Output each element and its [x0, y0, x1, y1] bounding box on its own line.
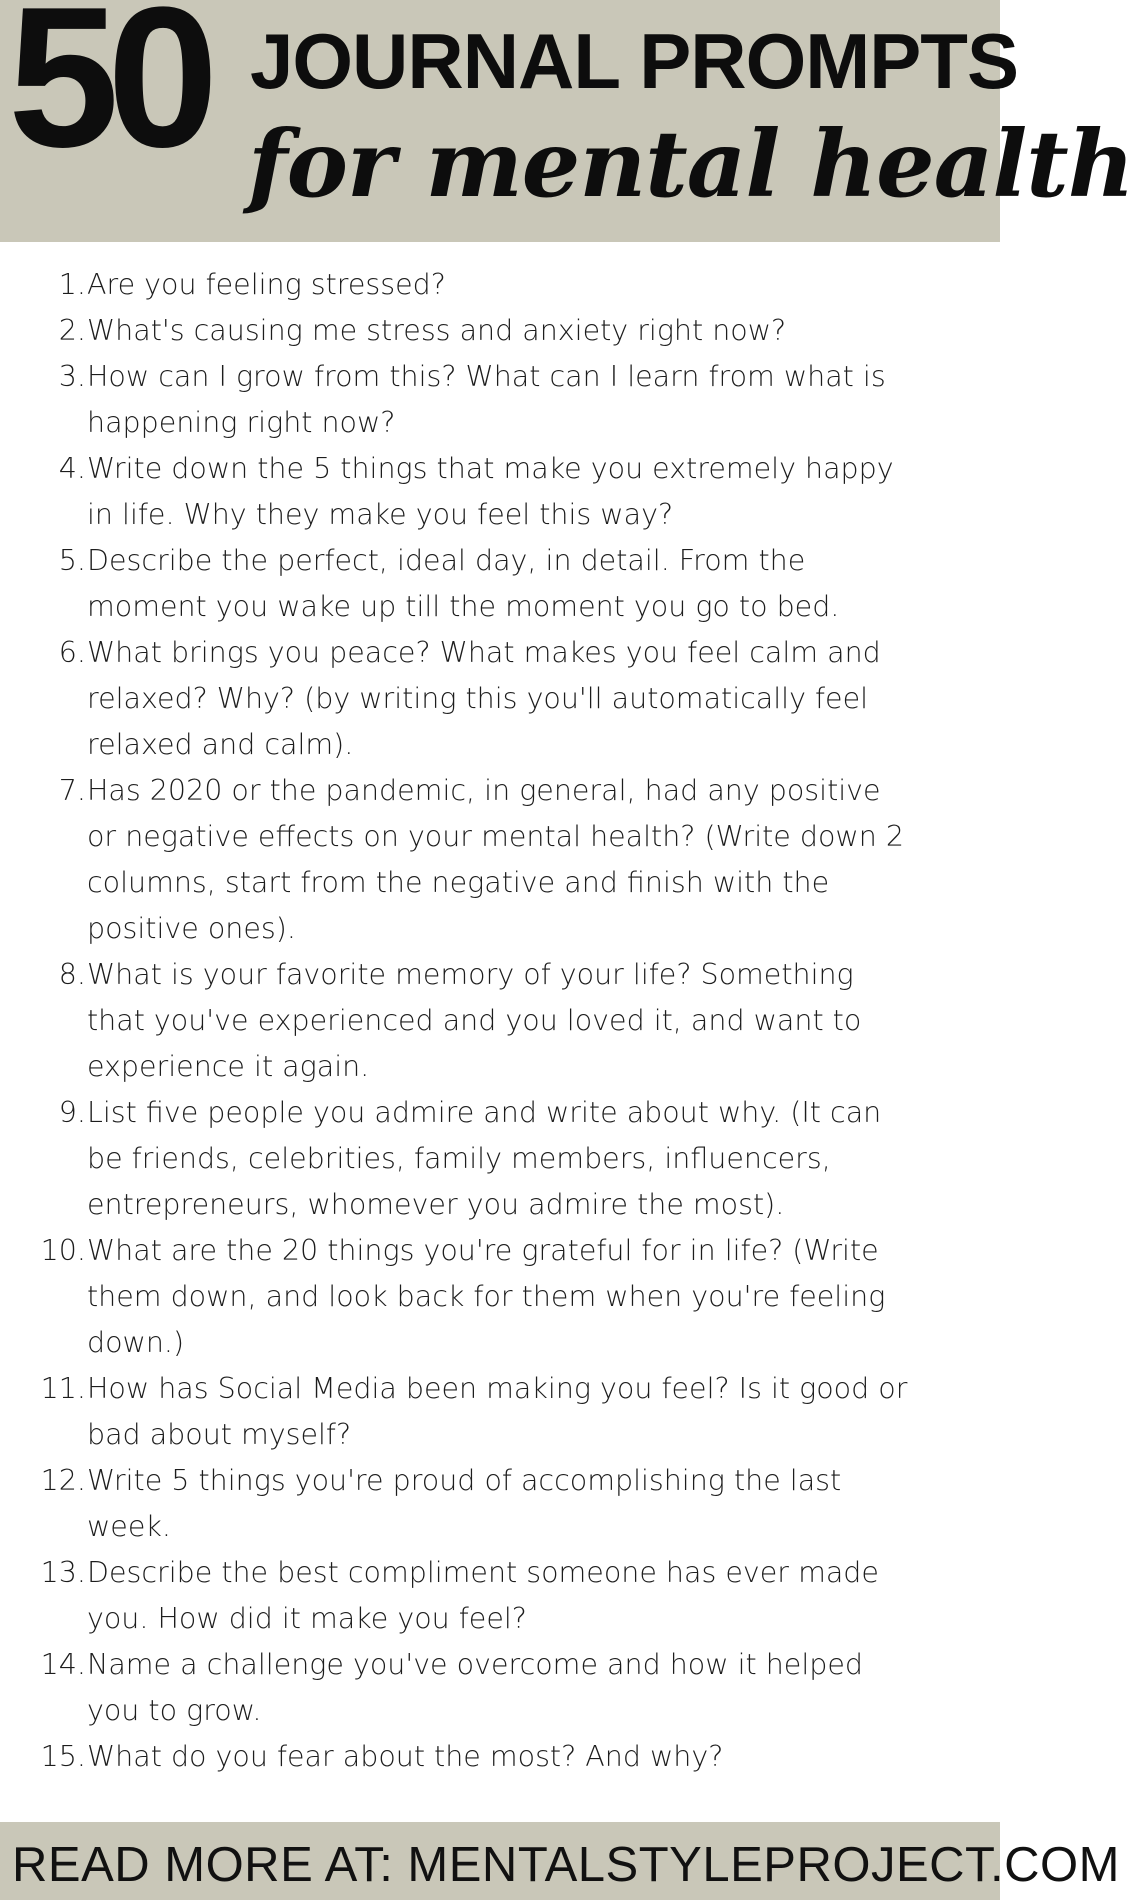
item-number: 9.	[58, 1096, 86, 1129]
page-title: JOURNAL PROMPTS	[250, 17, 1018, 105]
list-item	[0, 1734, 1000, 1780]
item-text: Write down the 5 things that make you extremely happy in life. Why they make you feel this way?	[87, 452, 894, 531]
list-item	[0, 768, 1000, 952]
item-text: What brings you peace? What makes you feel calm and relaxed? Why? (by writing this you'll automatically feel relaxed and calm).	[87, 636, 881, 761]
list-item	[0, 1550, 1000, 1642]
item-text: Write 5 things you're proud of accomplishing the last week.	[87, 1464, 842, 1543]
item-text: What's causing me stress and anxiety right now?	[87, 314, 787, 347]
item-number: 1.	[58, 268, 86, 301]
footer-link-text: READ MORE AT: MENTALSTYLEPROJECT.COM	[12, 1838, 1120, 1892]
header-banner	[0, 0, 1134, 242]
item-number: 13.	[40, 1556, 86, 1589]
item-text: What is your favorite memory of your life? Something that you've experienced and you loved it, and want to experience it again.	[87, 958, 862, 1083]
item-number: 3.	[58, 360, 86, 393]
item-number: 4.	[58, 452, 86, 485]
item-text: Name a challenge you've overcome and how it helped you to grow.	[87, 1648, 863, 1727]
item-number: 2.	[58, 314, 86, 347]
list-item	[0, 1458, 1000, 1550]
item-text: What are the 20 things you're grateful for in life? (Write them down, and look back for them when you're feeling down.)	[87, 1234, 886, 1359]
list-item	[0, 446, 1000, 538]
item-number: 6.	[58, 636, 86, 669]
list-item	[0, 262, 1000, 308]
list-item	[0, 1366, 1000, 1458]
item-number: 10.	[40, 1234, 86, 1267]
item-number: 11.	[40, 1372, 86, 1405]
item-text: Has 2020 or the pandemic, in general, had any positive or negative effects on your mental health? (Write down 2 columns, start from the negative and finish with the positive ones).	[87, 774, 904, 945]
item-number: 7.	[58, 774, 86, 807]
item-number: 14.	[40, 1648, 86, 1681]
list-item	[0, 1090, 1000, 1228]
item-text: How has Social Media been making you feel? Is it good or bad about myself?	[87, 1372, 908, 1451]
item-text: Describe the perfect, ideal day, in detail. From the moment you wake up till the moment you go to bed.	[87, 544, 840, 623]
list-item	[0, 952, 1000, 1090]
page-subtitle: for mental health	[248, 110, 1134, 218]
footer-banner	[0, 1822, 1120, 1900]
item-number: 8.	[58, 958, 86, 991]
item-number: 5.	[58, 544, 86, 577]
list-item	[0, 630, 1000, 768]
header-number: 50	[8, 0, 207, 189]
list-item	[0, 1642, 1000, 1734]
item-text: List five people you admire and write about why. (It can be friends, celebrities, family members, influencers, entrepreneurs, whomever you admire the most).	[87, 1096, 882, 1221]
item-text: Are you feeling stressed?	[87, 268, 446, 301]
list-item	[0, 1228, 1000, 1366]
item-number: 15.	[40, 1740, 86, 1773]
item-text: Describe the best compliment someone has ever made you. How did it make you feel?	[87, 1556, 879, 1635]
item-text: What do you fear about the most? And why?	[87, 1740, 724, 1773]
item-number: 12.	[40, 1464, 86, 1497]
list-item	[0, 538, 1000, 630]
list-item	[0, 308, 1000, 354]
item-text: How can I grow from this? What can I learn from what is happening right now?	[87, 360, 886, 439]
list-item	[0, 354, 1000, 446]
prompt-list	[0, 262, 1000, 1780]
